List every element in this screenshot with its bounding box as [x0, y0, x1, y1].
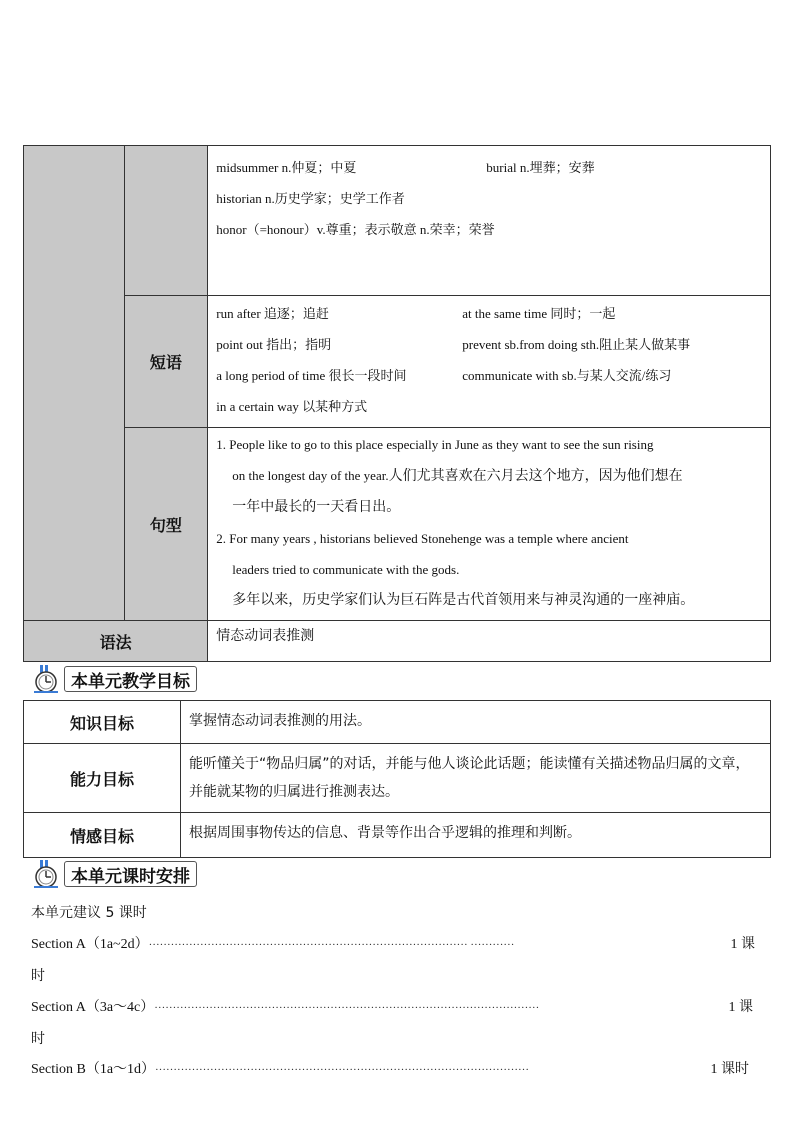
sentence-1-cn-b: 一年中最长的一天看日出。	[232, 499, 401, 515]
clock-icon	[32, 664, 62, 694]
clock-icon	[32, 859, 62, 889]
phrase-point-out: point out 指出；指明	[216, 337, 332, 352]
words-cell	[208, 146, 771, 296]
schedule-item	[31, 1058, 749, 1078]
schedule-heading	[32, 860, 197, 888]
goal-label: 情感目标	[24, 813, 181, 858]
goals-title: 本单元教学目标	[64, 666, 197, 692]
leader-dots: …………………………………………………………………………………………	[155, 1061, 530, 1073]
leader-dots: …………………………………………………………………………… …………	[148, 936, 515, 948]
goal-content: 根据周围事物传达的信息、背景等作出合乎逻辑的推理和判断。	[181, 813, 771, 858]
phrases-label: 短语	[124, 296, 208, 428]
schedule-item-hours-wrap: 时	[31, 969, 45, 984]
phrase-certain-way: in a certain way 以某种方式	[216, 399, 368, 414]
phrase-long-period: a long period of time 很长一段时间	[216, 368, 407, 383]
schedule-title: 本单元课时安排	[64, 861, 197, 887]
phrase-run-after: run after 追逐；追赶	[216, 306, 329, 321]
goal-row	[24, 744, 771, 813]
schedule-item-name: Section B（1a～1d）	[31, 1062, 156, 1077]
leader-dots: ……………………………………………………………………………………………	[154, 999, 540, 1011]
goal-label: 知识目标	[24, 701, 181, 744]
goal-label: 能力目标	[24, 744, 181, 813]
schedule-item	[31, 996, 753, 1048]
word-midsummer: midsummer n.仲夏；中夏	[216, 160, 357, 175]
schedule-item	[31, 933, 755, 985]
goals-table	[23, 700, 771, 858]
sentence-2-en-a: 2. For many years , historians believed Stonehenge was a temple where ancient	[216, 531, 629, 546]
grammar-content: 情态动词表推测	[208, 621, 771, 662]
goal-row	[24, 813, 771, 858]
word-burial: burial n.埋葬；安葬	[486, 160, 595, 175]
phrase-same-time: at the same time 同时；一起	[462, 306, 616, 321]
sentence-1-cn-a: 人们尤其喜欢在六月去这个地方，因为他们想在	[388, 468, 683, 484]
phrases-cell	[208, 296, 771, 428]
schedule-item-hours: 1 课时	[710, 1062, 749, 1077]
sentence-1-en-a: 1. People like to go to this place especially in June as they want to see the sun rising	[216, 437, 654, 452]
sentence-1-line-2	[216, 460, 764, 492]
sentence-2-en-b: leaders tried to communicate with the gods.	[232, 562, 460, 577]
vocab-table	[23, 145, 771, 662]
words-category-cell	[124, 146, 208, 296]
sentence-1-en-b: on the longest day of the year.	[232, 468, 389, 483]
schedule-item-hours-wrap: 时	[31, 1032, 45, 1047]
sentences-label: 句型	[124, 428, 208, 621]
word-historian: historian n.历史学家；史学工作者	[216, 191, 405, 206]
left-grey-column	[24, 146, 125, 621]
schedule-item-hours: 1 课	[728, 1000, 753, 1015]
schedule-intro: 本单元建议 5 课时	[31, 905, 147, 921]
goal-row	[24, 701, 771, 744]
phrase-prevent: prevent sb.from doing sth.阻止某人做某事	[462, 337, 691, 352]
phrase-communicate: communicate with sb.与某人交流/练习	[462, 368, 672, 383]
word-honor: honor（=honour）v.尊重；表示敬意 n.荣幸；荣誉	[216, 222, 495, 237]
goal-content: 掌握情态动词表推测的用法。	[181, 701, 771, 744]
sentence-2-cn: 多年以来，历史学家们认为巨石阵是古代首领用来与神灵沟通的一座神庙。	[232, 592, 695, 608]
goals-heading	[32, 665, 197, 693]
grammar-label: 语法	[24, 621, 208, 662]
sentences-cell	[208, 428, 771, 621]
schedule-item-name: Section A（3a～4c）	[31, 1000, 155, 1015]
goal-content: 能听懂关于“物品归属”的对话，并能与他人谈论此话题；能读懂有关描述物品归属的文章，并能就某物的归属进行推测表达。	[181, 744, 771, 813]
schedule-item-name: Section A（1a~2d）	[31, 937, 149, 952]
schedule-item-hours: 1 课	[730, 937, 755, 952]
